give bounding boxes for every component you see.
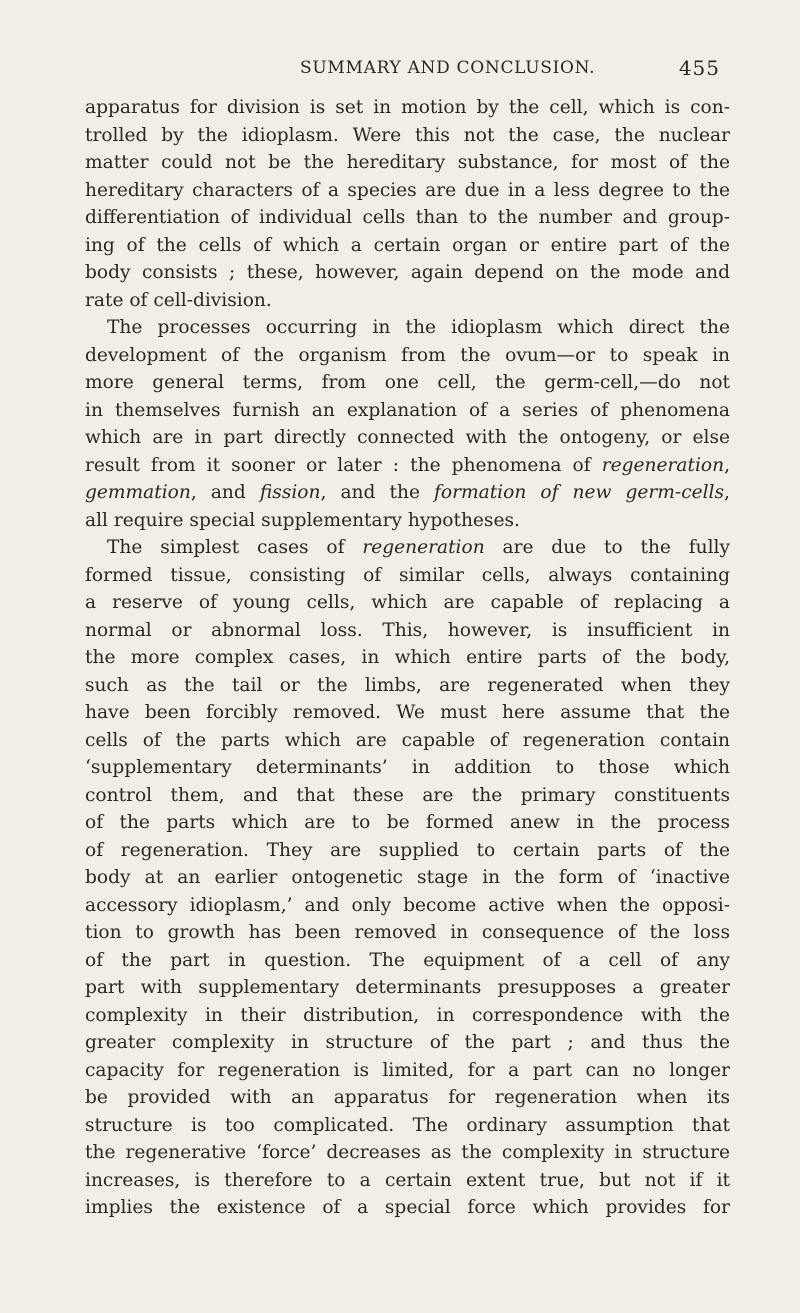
text-line: part with supplementary determinants presupposes a greater: [85, 977, 730, 998]
text-line: of regeneration. They are supplied to certain parts of the: [85, 839, 730, 861]
text-line: in themselves furnish an explanation of a series of phenomena: [85, 399, 730, 421]
body-text: [85, 94, 730, 1222]
text-line: a reserve of young cells, which are capable of replacing a: [85, 592, 730, 613]
punctuation: ,: [724, 482, 730, 503]
text-fragment: are due to the fully: [502, 537, 730, 558]
text-line: more general terms, from one cell, the germ-cell,—do not: [85, 372, 730, 393]
text-line: the regenerative ‘force’ decreases as the complexity in structure: [85, 1142, 730, 1163]
text-line: [85, 452, 730, 480]
text-line: formed tissue, consisting of similar cells, always containing: [85, 564, 730, 586]
text-line: complexity in their distribution, in correspondence with the: [85, 1004, 730, 1026]
text-line: ‘supplementary determinants’ in addition to those which: [85, 757, 730, 778]
paragraph-1: [85, 94, 730, 314]
text-line: greater complexity in structure of the part ; and thus the: [85, 1032, 730, 1053]
text-line: accessory idioplasm,’ and only become active when the opposi-: [85, 894, 730, 916]
paragraph-3: [85, 534, 730, 1222]
italic-term-regeneration: regeneration: [362, 537, 485, 558]
text-line: have been forcibly removed. We must here assume that the: [85, 702, 730, 723]
text-line: control them, and that these are the primary constituents: [85, 784, 730, 806]
text-fragment: , and: [190, 482, 246, 503]
text-line: ing of the cells of which a certain organ or entire part of the: [85, 234, 730, 256]
text-line: The processes occurring in the idioplasm which direct the: [107, 317, 730, 338]
paragraph-2: [85, 314, 730, 534]
text-line: implies the existence of a special force which provides for: [85, 1197, 730, 1218]
text-line: which are in part directly connected with the ontogeny, or else: [85, 427, 730, 448]
running-header: [300, 56, 720, 86]
text-line: [85, 479, 730, 507]
text-line: body consists ; these, however, again depend on the mode and: [85, 262, 730, 283]
text-line: increases, is therefore to a certain extent true, but not if it: [85, 1169, 730, 1191]
text-line: of the parts which are to be formed anew in the process: [85, 812, 730, 833]
running-title: SUMMARY AND CONCLUSION.: [300, 58, 596, 78]
text-line: apparatus for division is set in motion by the cell, which is con-: [85, 97, 730, 118]
text-fragment: , and the: [320, 482, 420, 503]
text-line: matter could not be the hereditary substance, for most of the: [85, 152, 730, 173]
text-line: the more complex cases, in which entire parts of the body,: [85, 647, 730, 668]
text-line: development of the organism from the ovum—or to speak in: [85, 344, 730, 366]
text-line: tion to growth has been removed in consequence of the loss: [85, 922, 730, 943]
text-fragment: result from it sooner or later : the phenomena of: [85, 454, 591, 476]
text-line: such as the tail or the limbs, are regenerated when they: [85, 674, 730, 696]
page-number: 455: [678, 56, 720, 80]
text-line: differentiation of individual cells than to the number and group-: [85, 207, 730, 228]
text-line: normal or abnormal loss. This, however, is insufficient in: [85, 619, 730, 641]
text-line: cells of the parts which are capable of regeneration contain: [85, 729, 730, 751]
text-line: be provided with an apparatus for regeneration when its: [85, 1087, 730, 1108]
text-line: rate of cell-division.: [85, 289, 272, 311]
text-line: [85, 534, 730, 562]
text-line: body at an earlier ontogenetic stage in the form of ‘inactive: [85, 867, 730, 888]
italic-term-fission: fission: [259, 482, 321, 503]
text-fragment: The simplest cases of: [107, 537, 345, 558]
italic-term-regeneration: regeneration: [601, 454, 725, 476]
text-line: all require special supplementary hypotheses.: [85, 509, 520, 531]
text-line: hereditary characters of a species are due in a less degree to the: [85, 179, 730, 201]
punctuation: ,: [724, 454, 730, 476]
italic-term-gemmation: gemmation: [85, 482, 191, 503]
text-line: of the part in question. The equipment of a cell of any: [85, 949, 730, 971]
italic-term-formation: formation of new germ-cells: [434, 482, 725, 503]
text-line: capacity for regeneration is limited, for a part can no longer: [85, 1059, 730, 1081]
text-line: trolled by the idioplasm. Were this not the case, the nuclear: [85, 124, 730, 146]
text-line: structure is too complicated. The ordinary assumption that: [85, 1114, 730, 1136]
